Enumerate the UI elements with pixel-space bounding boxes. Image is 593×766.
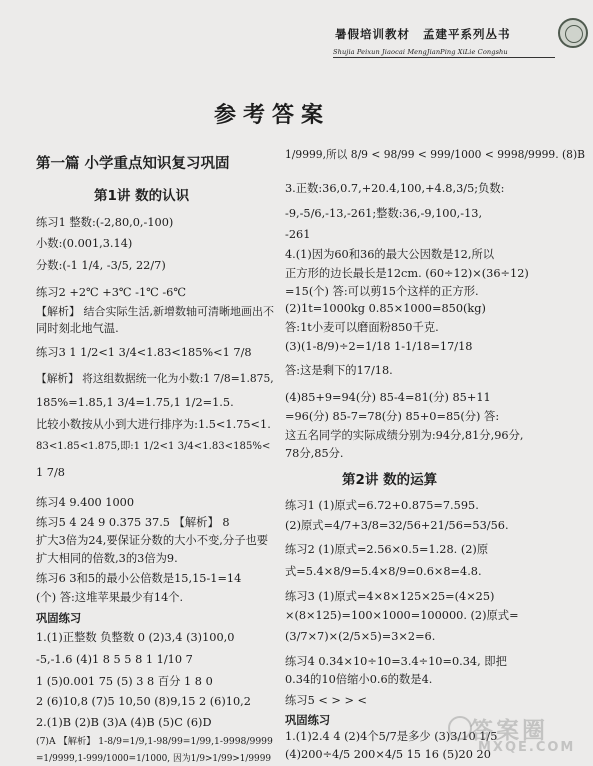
analysis-line: 扩大相同的倍数,3的3倍为9. (36, 552, 178, 565)
header-divider (333, 57, 555, 58)
answer-line: ×(8×125)=100×1000=100000. (2)原式= (285, 609, 519, 622)
answer-line: 式=5.4×8/9=5.4×8/9=0.6×8=4.8. (285, 565, 482, 578)
series-subtitle: Shujia Peixun Jiaocai MengJianPing XiLie Congshu (333, 48, 508, 56)
analysis-line: 扩大3倍为24,要保证分数的大小不变,分子也要 (36, 534, 269, 547)
answer-line: (4)200÷4/5 200×4/5 15 16 (5)20 20 (285, 748, 491, 761)
section-heading: 巩固练习 (285, 713, 331, 727)
answer-line: (2)1t=1000kg 0.85×1000=850(kg) (285, 302, 486, 315)
analysis-line: 同时刻北地气温. (36, 322, 119, 335)
analysis-line: 【解析】 将这组数据统一化为小数:1 7/8=1.875, (36, 372, 274, 385)
answer-line: -9,-5/6,-13,-261;整数:36,-9,100,-13, (285, 207, 483, 220)
answer-line: 1.(1)正整数 负整数 0 (2)3,4 (3)100,0 (36, 631, 235, 644)
analysis-line: 1 7/8 (36, 466, 65, 479)
series-title-right: 孟建平系列丛书 (423, 27, 511, 41)
page-title: 参考答案 (214, 102, 331, 128)
answer-line: 练习6 3和5的最小公倍数是15,15-1=14 (36, 572, 242, 585)
answer-line: =15(个) 答:可以剪15个这样的正方形. (285, 285, 479, 298)
answer-line: 小数:(0.001,3.14) (36, 237, 133, 250)
answer-line: 练习1 (1)原式=6.72+0.875=7.595. (285, 499, 479, 512)
answer-line: 2 (6)10,8 (7)5 10,50 (8)9,15 2 (6)10,2 (36, 695, 251, 708)
answer-line: 正方形的边长最长是12cm. (60÷12)×(36÷12) (285, 267, 529, 280)
answer-line: 1.(1)2.4 4 (2)4个5/7是多少 (3)3/10 1/5 (285, 730, 498, 743)
analysis-line: (7)A 【解析】 1-8/9=1/9,1-98/99=1/99,1-9998/9999 (36, 736, 273, 747)
answer-line: -5,-1.6 (4)1 8 5 5 8 1 1/10 7 (36, 653, 193, 666)
answer-line: (4)85+9=94(分) 85-4=81(分) 85+11 (285, 391, 491, 404)
answer-line: (2)原式=4/7+3/8=32/56+21/56=53/56. (285, 519, 509, 532)
lesson-heading: 第2讲 数的运算 (342, 472, 438, 488)
answer-line: 练习5 4 24 9 0.375 37.5 【解析】 8 (36, 516, 230, 529)
answer-line: =96(分) 85-7=78(分) 85+0=85(分) 答: (285, 410, 500, 423)
answer-line: 分数:(-1 1/4, -3/5, 22/7) (36, 259, 166, 272)
analysis-line: 185%=1.85,1 3/4=1.75,1 1/2=1.5. (36, 396, 234, 409)
answer-line: 答:1t小麦可以磨面粉850千克. (285, 321, 439, 334)
answer-line: 4.(1)因为60和36的最大公因数是12,所以 (285, 248, 495, 261)
answer-line: (3/7×7)×(2/5×5)=3×2=6. (285, 630, 436, 643)
watermark-url: MXQE.COM (478, 740, 576, 755)
answer-line: 1/9999,所以 8/9 < 98/99 < 999/1000 < 9998/9999. (8)B (285, 148, 586, 161)
answer-line: 练习5 < > > < (285, 694, 368, 707)
answer-line: 练习2 +2℃ +3℃ -1℃ -6℃ (36, 286, 187, 299)
lesson-heading: 第1讲 数的认识 (94, 188, 190, 204)
watermark-logo-icon (448, 716, 472, 740)
answer-line: -261 (285, 228, 311, 241)
answer-line: 0.34的10倍缩小0.6的数是4. (285, 673, 433, 686)
publisher-logo-icon (558, 18, 588, 48)
answer-line: 练习4 9.400 1000 (36, 496, 135, 509)
answer-line: (个) 答:这堆苹果最少有14个. (36, 591, 184, 604)
answer-line: 练习2 (1)原式=2.56×0.5=1.28. (2)原 (285, 543, 489, 556)
answer-line: 练习1 整数:(-2,80,0,-100) (36, 216, 174, 229)
answer-line: 练习3 (1)原式=4×8×125×25=(4×25) (285, 590, 495, 603)
watermark-text: 答案圈 (470, 718, 548, 744)
answer-line: 练习3 1 1/2<1 3/4<1.83<185%<1 7/8 (36, 346, 252, 359)
watermark (448, 712, 588, 756)
answer-line: (3)(1-8/9)÷2=1/18 1-1/18=17/18 (285, 340, 473, 353)
section-heading: 巩固练习 (36, 611, 82, 625)
analysis-line: 比较小数按从小到大进行排序为:1.5<1.75<1. (36, 418, 271, 431)
answer-line: 这五名同学的实际成绩分别为:94分,81分,96分, (285, 429, 524, 442)
series-title-left: 暑假培训教材 (335, 27, 410, 41)
answer-line: 2.(1)B (2)B (3)A (4)B (5)C (6)D (36, 716, 212, 729)
analysis-line: 83<1.85<1.875,即:1 1/2<1 3/4<1.83<185%< (36, 441, 271, 452)
answer-line: 78分,85分. (285, 447, 344, 460)
analysis-line: =1/9999,1-999/1000=1/1000, 因为1/9>1/99>1/9999 (36, 754, 272, 764)
answer-line: 1 (5)0.001 75 (5) 3 8 百分 1 8 0 (36, 675, 213, 688)
analysis-line: 【解析】 结合实际生活,新增数轴可清晰地画出不 (36, 305, 274, 318)
part-heading: 第一篇 小学重点知识复习巩固 (36, 156, 230, 172)
answer-line: 答:这是剩下的17/18. (285, 364, 393, 377)
answer-line: 练习4 0.34×10÷10=3.4÷10=0.34, 即把 (285, 655, 507, 668)
answer-line: 3.正数:36,0.7,+20.4,100,+4.8,3/5;负数: (285, 182, 505, 195)
series-header (335, 26, 555, 44)
